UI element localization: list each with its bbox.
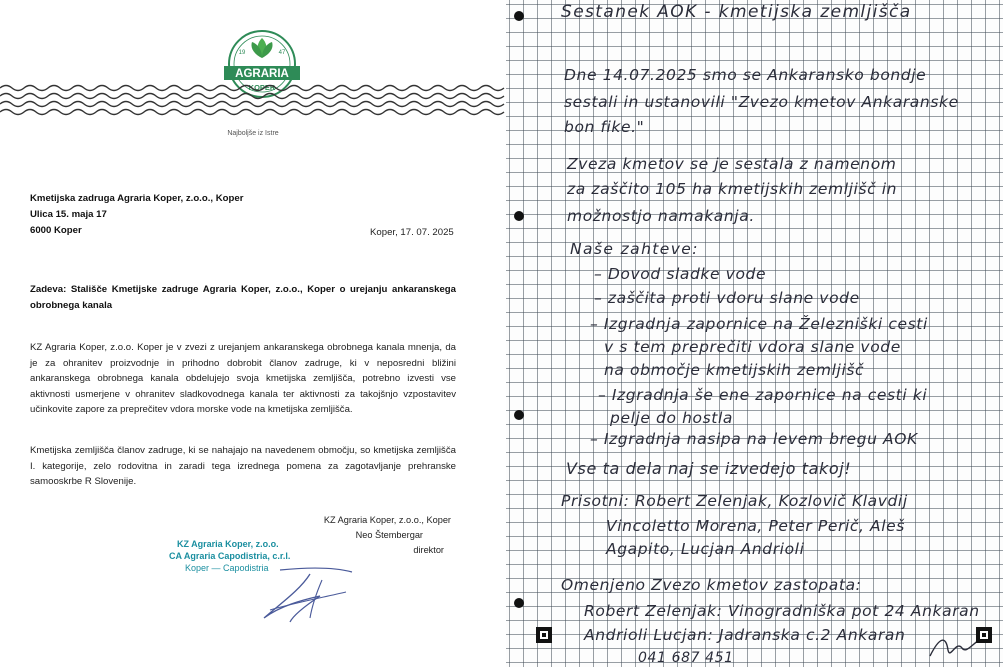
notes-demand-line: Vse ta dela naj se izvedejo takoj!	[566, 459, 852, 478]
notes-line: možnostjo namakanja.	[567, 207, 755, 225]
notes-line: za zaščito 105 ha kmetijskih zemljišč in	[567, 180, 898, 198]
svg-text:47: 47	[278, 50, 286, 56]
binder-hole	[514, 211, 524, 221]
sender-street: Ulica 15. maja 17	[30, 209, 107, 220]
wave-decoration	[0, 82, 506, 116]
company-stamp-line: Koper — Capodistria	[185, 563, 269, 573]
request-item: – Izgradnja zapornice na Železniški cesti	[590, 315, 928, 333]
handwritten-signature	[250, 560, 360, 626]
letter-paragraph: KZ Agraria Koper, z.o.o. Koper je v zvezi z urejanjem ankaranskega obrobnega kanala mnenja, da je za ohranitev proizvodnje in prihodno dobrobit članov zadruge, ki v neposredni bližini ankaranskega obrobnega kanala obdelujejo svoja kmetijska zemljišča, potrebno izvesti vse aktivnosti usmerjene v ohranitev sladkovodnega kanala ter aktivnosti za takojšnjo vzpostavitev učinkovite zapore za preprečitev vdora morske vode na kmetijska zemljišča.	[30, 342, 456, 416]
place-and-date: Koper, 17. 07. 2025	[370, 227, 454, 238]
company-stamp-line: KZ Agraria Koper, z.o.o.	[177, 539, 279, 549]
attendees-line: Vincoletto Morena, Peter Perič, Aleš	[606, 517, 905, 535]
handwritten-notebook-page	[506, 0, 1003, 667]
request-item: v s tem preprečiti vdora slane vode	[604, 338, 901, 356]
svg-text:19: 19	[238, 50, 246, 56]
request-item: – zaščita proti vdoru slane vode	[594, 289, 860, 307]
letter-paragraph: Kmetijska zemljišča članov zadruge, ki se nahajajo na navedenem območju, so kmetijska zemljišča I. kategorije, zelo rodovitna in zaradi tega izrednega pomena za zagotavljanje prehranske samooskrbe R Slovenije.	[30, 445, 456, 488]
request-item: na območje kmetijskih zemljišč	[604, 361, 865, 379]
binder-hole	[514, 11, 524, 21]
representative-line: Andrioli Lucjan: Jadranska c.2 Ankaran	[584, 626, 906, 644]
attendees-line: Agapito, Lucjan Andrioli	[606, 540, 805, 558]
notes-title: Sestanek AOK - kmetijska zemljišča	[561, 2, 912, 22]
representative-phone: 041 687 451	[638, 650, 734, 666]
notes-line: Zveza kmetov se je sestala z namenom	[567, 155, 897, 173]
signature-company: KZ Agraria Koper, z.o.o., Koper	[323, 515, 451, 525]
svg-text:KOPER: KOPER	[248, 83, 276, 92]
representative-line: Robert Zelenjak: Vinogradniška pot 24 Ankaran	[584, 602, 980, 620]
attendees-line: Prisotni: Robert Zelenjak, Kozlovič Klavdij	[561, 492, 908, 510]
request-item: pelje do hostla	[610, 409, 733, 427]
notes-line: sestali in ustanovili "Zvezo kmetov Ankaranske	[564, 93, 959, 111]
sender-name: Kmetijska zadruga Agraria Koper, z.o.o., Koper	[30, 193, 244, 204]
company-tagline: Najboljše iz Istre	[227, 130, 279, 137]
request-item: – Dovod sladke vode	[594, 265, 767, 283]
sender-city: 6000 Koper	[30, 225, 82, 236]
requests-heading: Naše zahteve:	[570, 240, 699, 258]
svg-text:AGRARIA: AGRARIA	[235, 68, 289, 80]
signatory-name: Neo Štembergar	[355, 530, 423, 540]
scan-marker-icon	[976, 627, 992, 643]
representatives-heading: Omenjeno Zvezo kmetov zastopata:	[561, 576, 862, 594]
request-item: – Izgradnja še ene zapornice na cesti ki	[598, 386, 928, 404]
binder-hole	[514, 598, 524, 608]
notes-line: bon fike."	[564, 118, 645, 136]
letter-subject: Zadeva: Stališče Kmetijske zadruge Agraria Koper, z.o.o., Koper o urejanju ankaranskega obrobnega kanala	[30, 284, 456, 311]
request-item: – Izgradnja nasipa na levem bregu AOK	[590, 430, 918, 448]
signatory-title: direktor	[413, 545, 444, 555]
binder-hole	[514, 410, 524, 420]
scan-marker-icon	[536, 627, 552, 643]
company-stamp-line: CA Agraria Capodistria, c.r.l.	[169, 551, 291, 561]
notes-line: Dne 14.07.2025 smo se Ankaransko bondje	[564, 66, 927, 84]
